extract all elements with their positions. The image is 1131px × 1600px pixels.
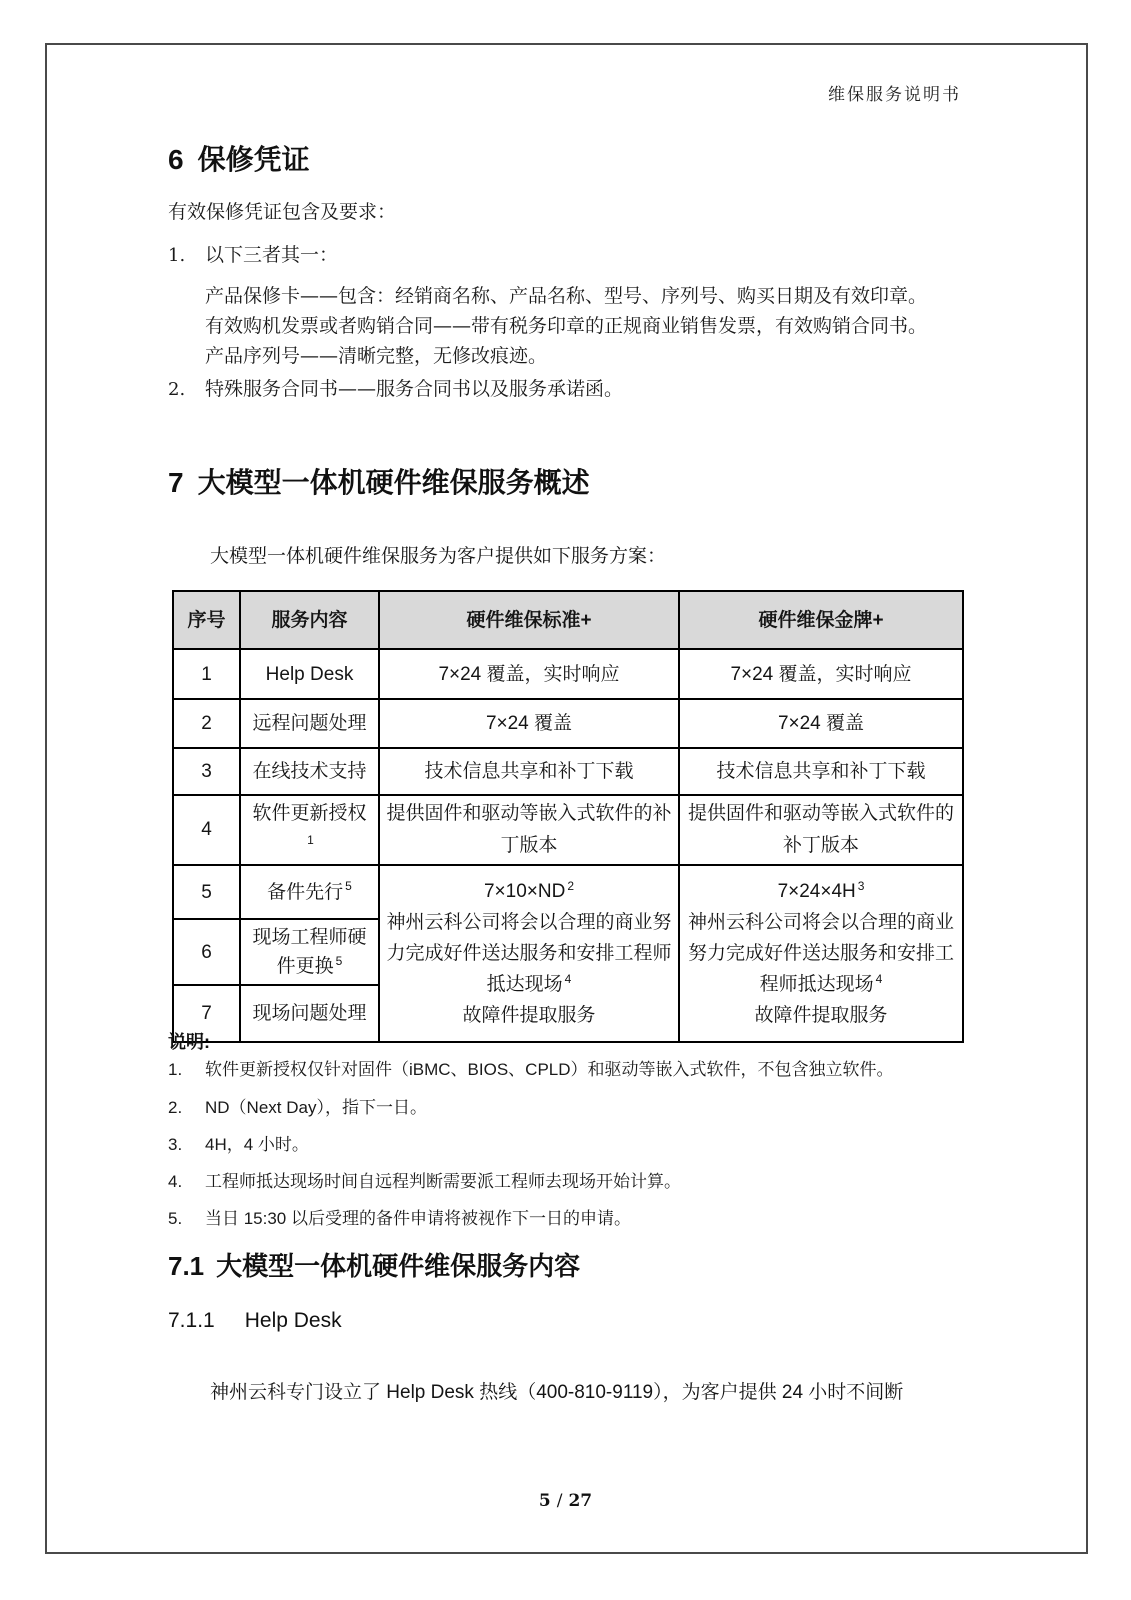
notes-label: 说明: — [168, 1032, 210, 1052]
section-6-title: 保修凭证 — [197, 144, 310, 175]
gold-pickup: 故障件提取服务 — [754, 1005, 888, 1026]
note-5-number: 5. — [168, 1209, 183, 1228]
note-4-number: 4. — [168, 1172, 183, 1191]
service-plan-table — [172, 590, 964, 1043]
section-7-intro: 大模型一体机硬件维保服务为客户提供如下服务方案： — [210, 546, 667, 567]
table-row — [173, 699, 963, 748]
row-4-service-footnote: 1 — [307, 832, 314, 847]
table-row — [173, 748, 963, 795]
row-2-standard: 7×24 覆盖 — [379, 699, 679, 748]
row-5-service — [240, 865, 379, 919]
note-2-text: ND（Next Day），指下一日。 — [205, 1098, 427, 1117]
section-6-heading — [168, 138, 310, 178]
warranty-sub-paragraph — [205, 281, 955, 371]
footer-total-pages: 27 — [568, 1491, 593, 1511]
row-5-service-text: 备件先行 — [267, 881, 344, 903]
list-item-2 — [168, 374, 958, 405]
section-7-1-heading — [168, 1246, 580, 1283]
table-row — [173, 865, 963, 919]
section-7-title: 大模型一体机硬件维保服务概述 — [197, 467, 590, 498]
note-2-number: 2. — [168, 1098, 183, 1117]
footer-page-number: 5 — [538, 1491, 551, 1511]
note-4-text: 工程师抵达现场时间自远程判断需要派工程师去现场开始计算。 — [205, 1172, 681, 1191]
header-standard: 硬件维保标准+ — [379, 591, 679, 649]
merged-gold-cell — [679, 865, 963, 1042]
table-header-row — [173, 591, 963, 649]
row-3-standard: 技术信息共享和补丁下载 — [379, 748, 679, 795]
row-7-service: 现场问题处理 — [240, 985, 379, 1042]
row-4-service — [240, 795, 379, 865]
section-7-1-1-number: 7.1.1 — [168, 1309, 215, 1332]
row-2-no: 2 — [173, 699, 240, 748]
section-7-1-1-heading — [168, 1309, 342, 1333]
table-row — [173, 649, 963, 699]
row-4-standard: 提供固件和驱动等嵌入式软件的补丁版本 — [379, 795, 679, 865]
standard-commitment-footnote: 4 — [564, 971, 572, 986]
note-3 — [168, 1130, 968, 1155]
header-no: 序号 — [173, 591, 240, 649]
warranty-line-2: 有效购机发票或者购销合同——带有税务印章的正规商业销售发票，有效购销合同书。 — [205, 315, 928, 337]
row-4-service-text: 软件更新授权 — [252, 803, 367, 824]
row-2-gold: 7×24 覆盖 — [679, 699, 963, 748]
note-1-number: 1. — [168, 1060, 183, 1079]
row-3-no: 3 — [173, 748, 240, 795]
section-7-1-1-title: Help Desk — [244, 1309, 342, 1332]
list-item-1-number: 1. — [168, 245, 186, 266]
note-4 — [168, 1167, 968, 1192]
note-2 — [168, 1093, 968, 1118]
row-7-no: 7 — [173, 985, 240, 1042]
row-1-standard: 7×24 覆盖，实时响应 — [379, 649, 679, 699]
row-3-service: 在线技术支持 — [240, 748, 379, 795]
row-2-service: 远程问题处理 — [240, 699, 379, 748]
section-6-intro: 有效保修凭证包含及要求： — [168, 201, 397, 223]
section-7-1-title: 大模型一体机硬件维保服务内容 — [216, 1251, 581, 1281]
section-7-1-number: 7.1 — [168, 1251, 205, 1281]
list-item-2-number: 2. — [168, 379, 186, 400]
standard-sla-footnote: 2 — [567, 878, 575, 893]
row-4-no: 4 — [173, 795, 240, 865]
helpdesk-paragraph: 神州云科专门设立了 Help Desk 热线（400-810-9119），为客户提供 24 小时不间断 — [210, 1382, 904, 1403]
running-head: 维保服务说明书 — [828, 85, 961, 105]
list-item-2-text: 特殊服务合同书——服务合同书以及服务承诺函。 — [205, 378, 624, 400]
list-item-1 — [168, 240, 958, 271]
row-6-service-text: 现场工程师硬件更换 — [252, 927, 367, 977]
section-7-heading — [168, 461, 590, 501]
row-3-gold: 技术信息共享和补丁下载 — [679, 748, 963, 795]
note-1-text: 软件更新授权仅针对固件（iBMC、BIOS、CPLD）和驱动等嵌入式软件，不包含独立软件。 — [205, 1060, 894, 1079]
gold-sla: 7×24×4H $^3$ — [777, 878, 865, 902]
note-3-text: 4H，4 小时。 — [205, 1135, 309, 1154]
footer-separator: / — [556, 1491, 563, 1511]
standard-sla: 7×10×ND $^2$ — [483, 878, 575, 902]
row-5-no: 5 — [173, 865, 240, 919]
gold-commitment: 神州云科公司将会以合理的商业努力完成好件送达服务和安排工程师抵达现场 $^4$ — [687, 912, 954, 995]
note-1 — [168, 1055, 968, 1080]
row-1-service: Help Desk — [240, 649, 379, 699]
gold-sla-footnote: 3 — [857, 878, 865, 893]
standard-pickup: 故障件提取服务 — [462, 1005, 596, 1026]
section-7-number: 7 — [168, 467, 184, 498]
row-6-service-footnote: 5 — [335, 953, 343, 968]
row-1-no: 1 — [173, 649, 240, 699]
note-5-text: 当日 15:30 以后受理的备件申请将被视作下一日的申请。 — [205, 1209, 631, 1228]
warranty-line-3: 产品序列号——清晰完整，无修改痕迹。 — [205, 345, 548, 367]
table-row — [173, 795, 963, 865]
row-6-no: 6 — [173, 919, 240, 985]
header-gold: 硬件维保金牌+ — [679, 591, 963, 649]
row-5-service-footnote: 5 — [345, 879, 352, 894]
standard-commitment: 神州云科公司将会以合理的商业努力完成好件送达服务和安排工程师抵达现场 $^4$ — [386, 912, 672, 995]
list-item-1-text: 以下三者其一： — [205, 244, 339, 266]
row-4-gold: 提供固件和驱动等嵌入式软件的补丁版本 — [679, 795, 963, 865]
note-5 — [168, 1204, 968, 1229]
header-service: 服务内容 — [240, 591, 379, 649]
gold-commitment-footnote: 4 — [875, 971, 883, 986]
section-6-number: 6 — [168, 144, 184, 175]
row-6-service — [240, 919, 379, 985]
warranty-line-1: 产品保修卡——包含：经销商名称、产品名称、型号、序列号、购买日期及有效印章。 — [205, 285, 928, 307]
merged-standard-cell — [379, 865, 679, 1042]
page-footer — [0, 1491, 1131, 1511]
row-1-gold: 7×24 覆盖，实时响应 — [679, 649, 963, 699]
note-3-number: 3. — [168, 1135, 183, 1154]
